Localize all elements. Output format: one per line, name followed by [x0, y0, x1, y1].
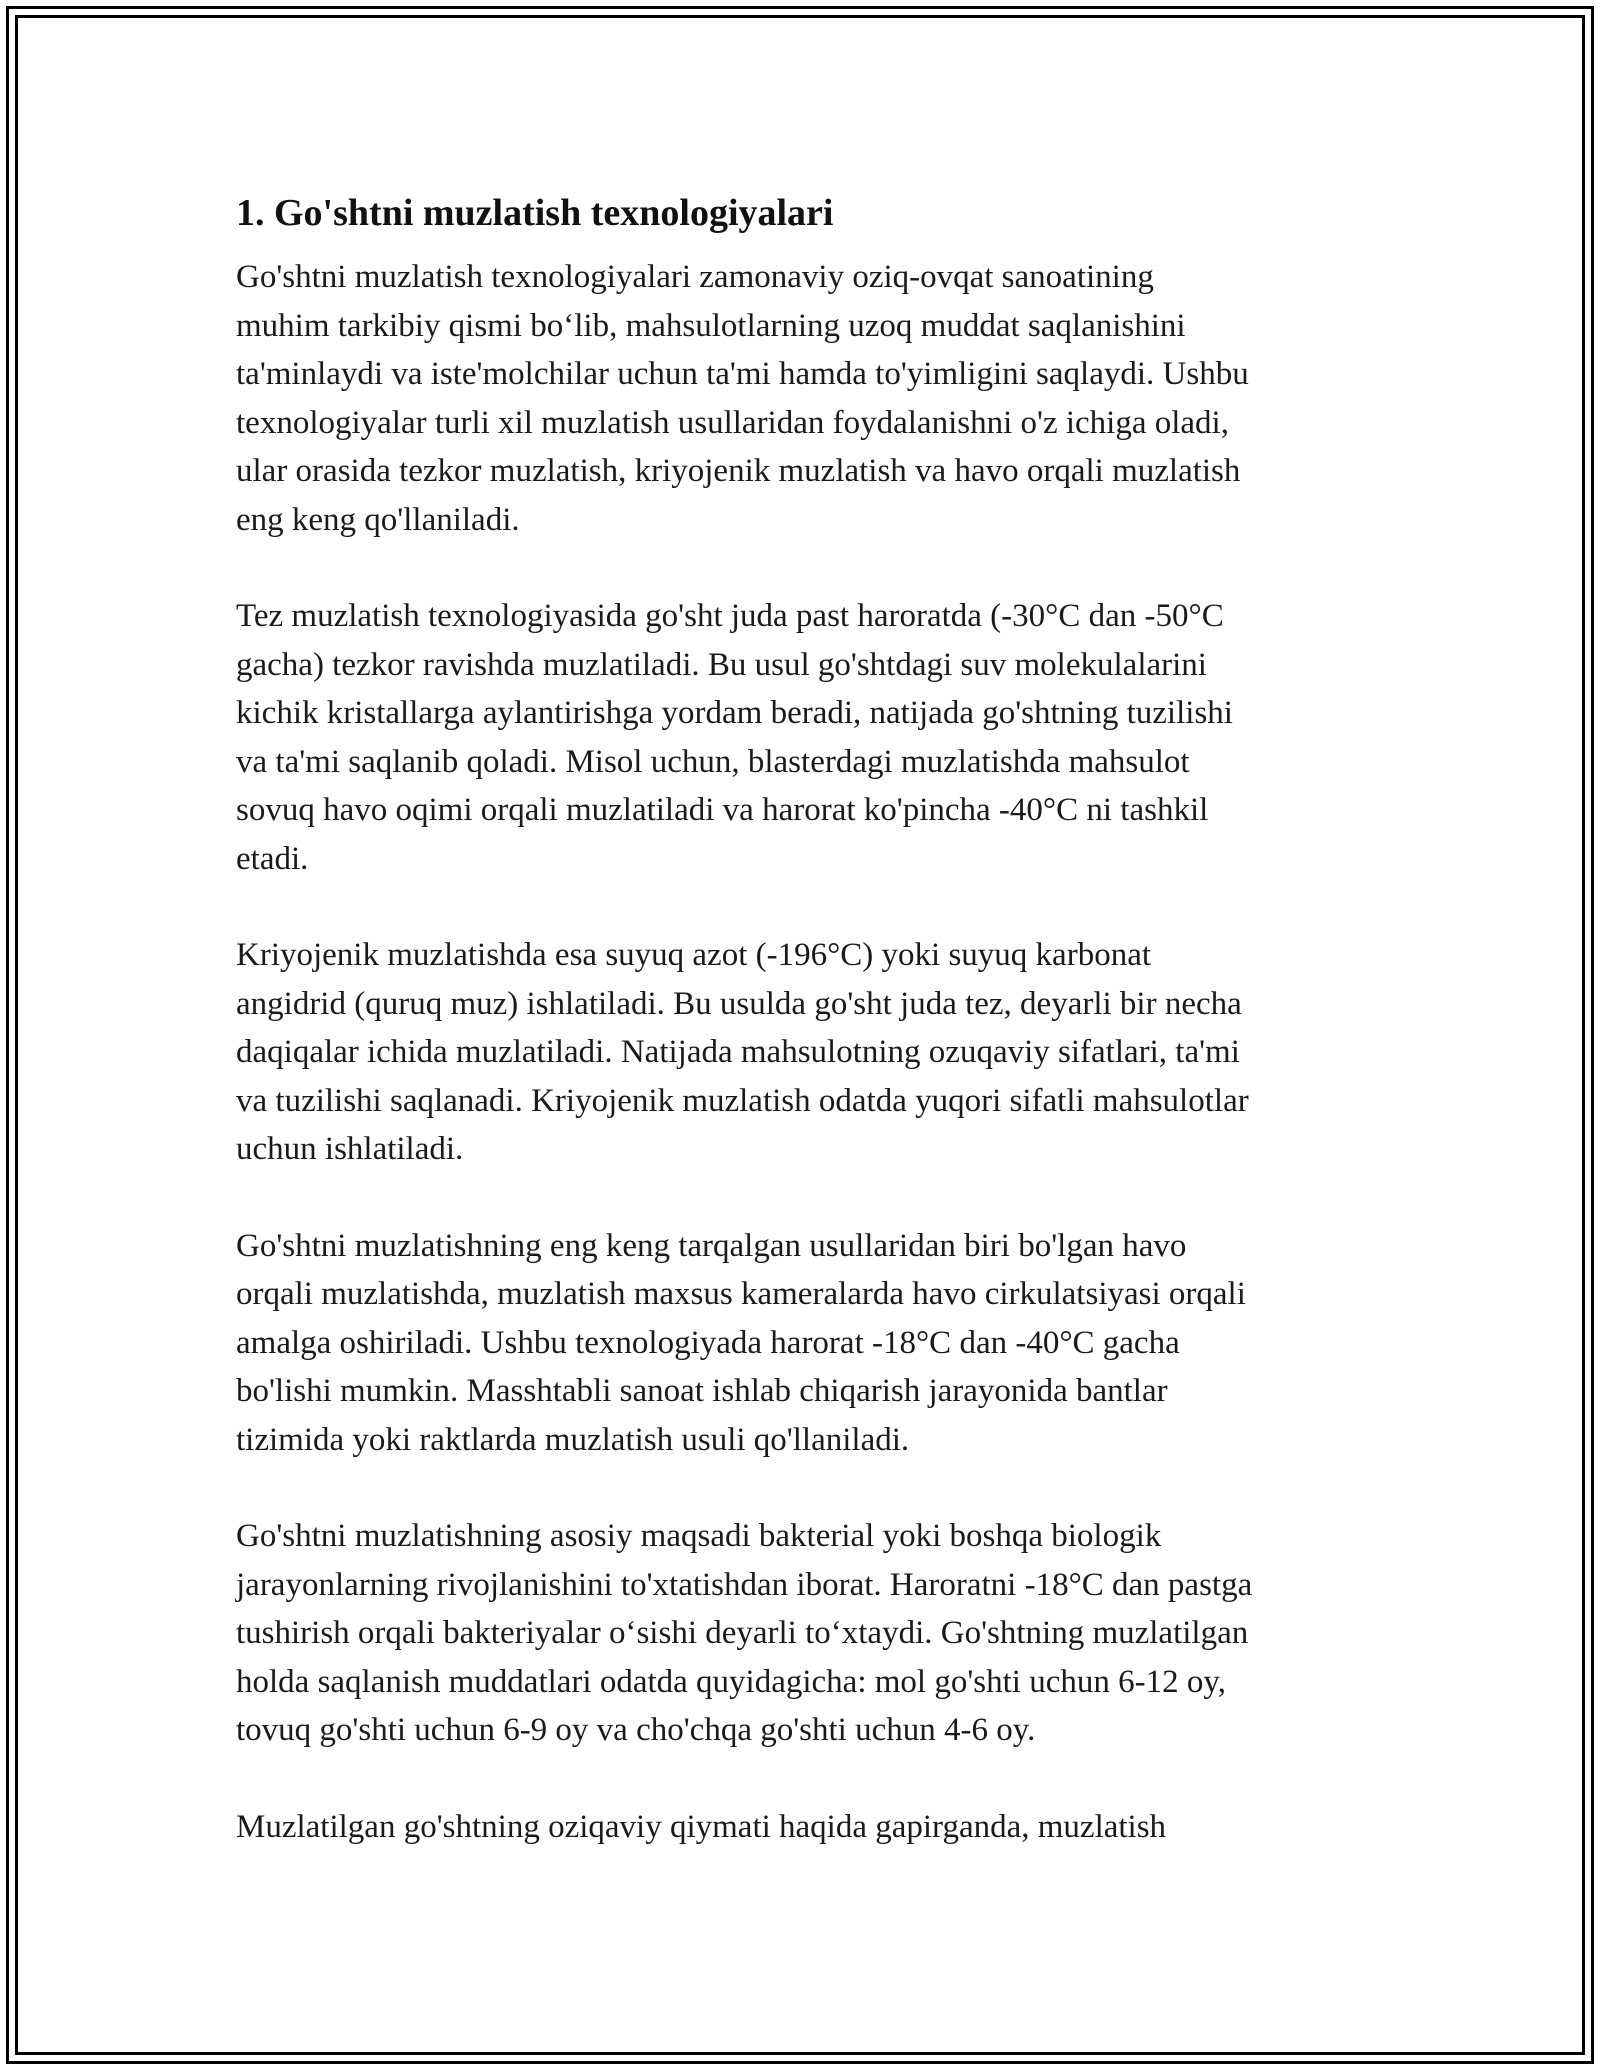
- paragraph-line: Go'shtni muzlatishning asosiy maqsadi bakterial yoki boshqa biologik: [236, 1518, 1162, 1554]
- document-body: [236, 185, 1386, 1899]
- paragraph-line: orqali muzlatishda, muzlatish maxsus kameralarda havo cirkulatsiyasi orqali: [236, 1276, 1246, 1312]
- paragraph-line: eng keng qo'llaniladi.: [236, 501, 520, 538]
- paragraph-line: Kriyojenik muzlatishda esa suyuq azot (-196°C) yoki suyuq karbonat: [236, 937, 1152, 973]
- paragraph-line: texnologiyalar turli xil muzlatish usullaridan foydalanishni o'z ichiga oladi,: [236, 404, 1229, 441]
- paragraph-line: uchun ishlatiladi.: [236, 1131, 464, 1167]
- paragraph-line: Go'shtni muzlatishning eng keng tarqalgan usullaridan biri bo'lgan havo: [236, 1227, 1187, 1264]
- paragraph-line: daqiqalar ichida muzlatiladi. Natijada mahsulotning ozuqaviy sifatlari, ta'mi: [236, 1034, 1240, 1070]
- paragraph-line: ta'minlaydi va iste'molchilar uchun ta'mi hamda to'yimligini saqlaydi. Ushbu: [236, 356, 1249, 392]
- paragraph-line: tizimida yoki raktlarda muzlatish usuli qo'llaniladi.: [236, 1421, 910, 1458]
- section-heading: 1. Go'shtni muzlatish texnologiyalari: [236, 192, 834, 234]
- paragraph-line: Muzlatilgan go'shtning oziqaviy qiymati haqida gapirganda, muzlatish: [236, 1808, 1167, 1845]
- paragraph-line: jarayonlarning rivojlanishini to'xtatishdan iborat. Haroratni -18°C dan pastga: [236, 1566, 1253, 1603]
- paragraph-line: amalga oshiriladi. Ushbu texnologiyada harorat -18°C dan -40°C gacha: [236, 1324, 1180, 1361]
- paragraph-line: tushirish orqali bakteriyalar o‘sishi deyarli to‘xtaydi. Go'shtning muzlatilgan: [236, 1615, 1249, 1651]
- paragraph-2: [236, 592, 1386, 883]
- paragraph-5: [236, 1512, 1386, 1755]
- paragraph-line: tovuq go'shti uchun 6-9 oy va cho'chqa go'shti uchun 4-6 oy.: [236, 1712, 1036, 1748]
- paragraph-line: muhim tarkibiy qismi bo‘lib, mahsulotlarning uzoq muddat saqlanishini: [236, 307, 1186, 344]
- paragraph-line: Go'shtni muzlatish texnologiyalari zamonaviy oziq-ovqat sanoatining: [236, 259, 1154, 295]
- paragraph-3: [236, 931, 1386, 1174]
- paragraph-6: [236, 1803, 1386, 1852]
- paragraph-line: etadi.: [236, 840, 309, 877]
- paragraph-line: va ta'mi saqlanib qoladi. Misol uchun, blasterdagi muzlatishda mahsulot: [236, 743, 1190, 780]
- paragraph-line: va tuzilishi saqlanadi. Kriyojenik muzlatish odatda yuqori sifatli mahsulotlar: [236, 1082, 1249, 1119]
- paragraph-line: kichik kristallarga aylantirishga yordam beradi, natijada go'shtning tuzilishi: [236, 695, 1233, 731]
- paragraph-line: holda saqlanish muddatlari odatda quyidagicha: mol go'shti uchun 6-12 oy,: [236, 1663, 1226, 1700]
- paragraph-line: angidrid (quruq muz) ishlatiladi. Bu usulda go'sht juda tez, deyarli bir necha: [236, 985, 1242, 1022]
- paragraph-line: sovuq havo oqimi orqali muzlatiladi va harorat ko'pincha -40°C ni tashkil: [236, 792, 1209, 828]
- paragraph-line: Tez muzlatish texnologiyasida go'sht juda past haroratda (-30°C dan -50°C: [236, 598, 1224, 634]
- paragraph-1: [236, 253, 1386, 544]
- paragraph-line: ular orasida tezkor muzlatish, kriyojenik muzlatish va havo orqali muzlatish: [236, 453, 1241, 489]
- paragraph-line: bo'lishi mumkin. Masshtabli sanoat ishlab chiqarish jarayonida bantlar: [236, 1373, 1168, 1409]
- paragraph-4: [236, 1222, 1386, 1465]
- paragraph-line: gacha) tezkor ravishda muzlatiladi. Bu usul go'shtdagi suv molekulalarini: [236, 646, 1207, 683]
